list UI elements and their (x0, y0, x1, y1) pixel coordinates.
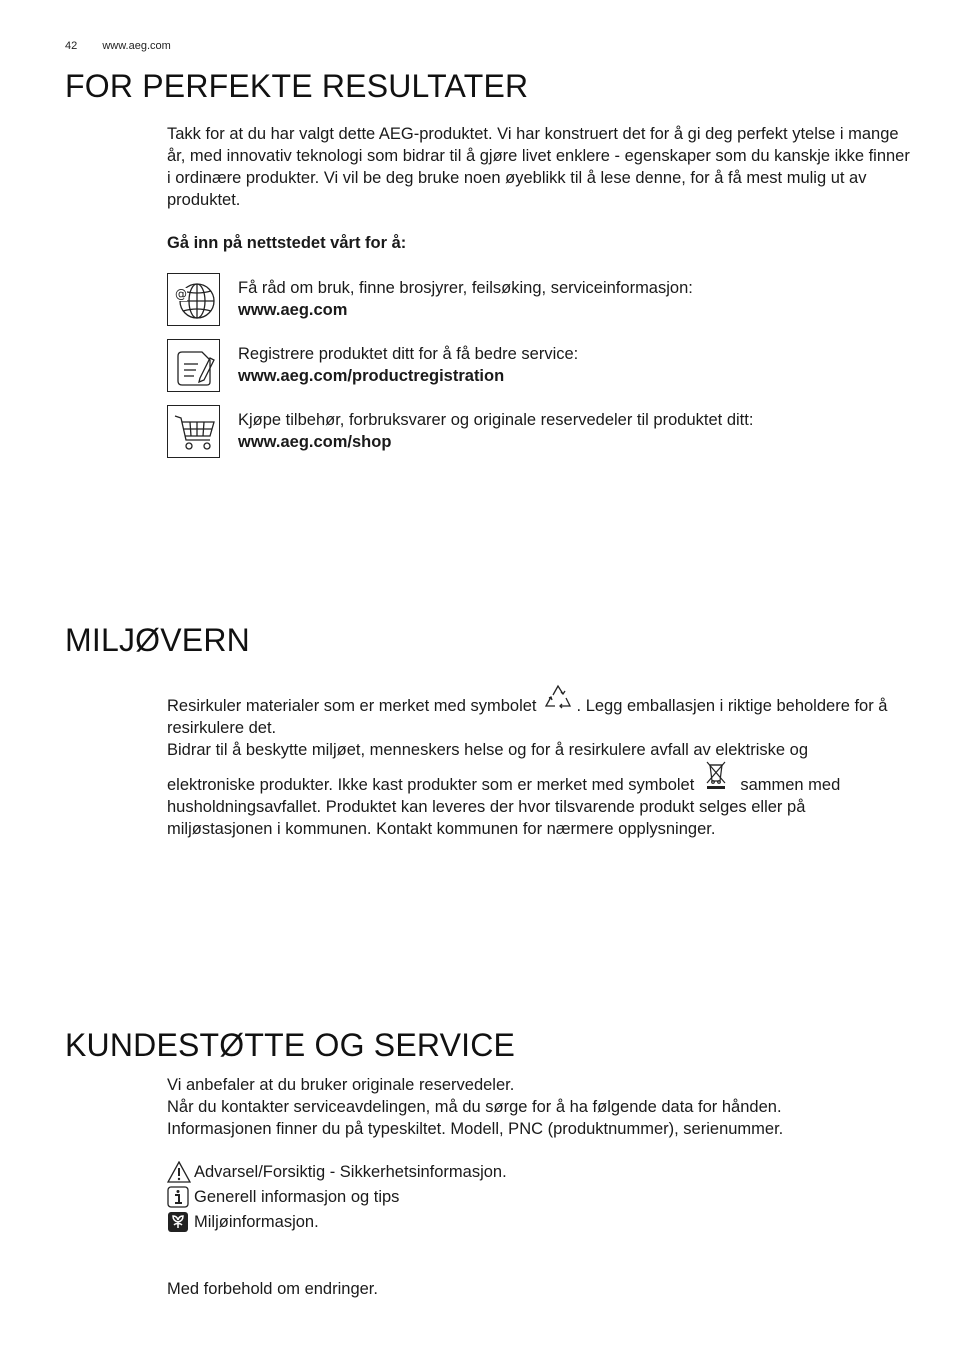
intro-paragraph: Takk for at du har valgt dette AEG-produktet. Vi har konstruert det for å gi deg perfekt ytelse i mange år, med innovativ teknologi som bidrar til å gjøre livet enklere - egenskaper som du kanskje ikke finner i ordinære produkter. Vi vil be deg bruke noen øyeblikk til å lese denne, for å få mest mulig ut av produktet. (167, 125, 910, 209)
support-line: Når du kontakter serviceavdelingen, må du sørge for å ha følgende data for hånden. (167, 1098, 782, 1116)
globe-icon (167, 273, 220, 326)
link-url-shop[interactable]: www.aeg.com/shop (238, 433, 392, 451)
shopping-cart-icon (167, 405, 220, 458)
support-line: Vi anbefaler at du bruker originale reservedeler. (167, 1076, 515, 1094)
weee-text-after: sammen med husholdningsavfallet. Produktet kan leveres der hvor tilsvarende produkt selges eller på miljøstasjonen i kommunen. Kontakt kommunen for nærmere opplysninger. (167, 776, 841, 838)
warning-icon (167, 1161, 191, 1183)
section-title-results: FOR PERFEKTE RESULTATER (65, 68, 529, 104)
page-header (65, 40, 171, 52)
weee-text-before: elektroniske produkter. Ikke kast produkter som er merket med symbolet (167, 776, 695, 794)
registration-icon (167, 339, 220, 392)
link-row-shop (167, 405, 912, 461)
support-paragraph (167, 1074, 912, 1140)
legend-label: Generell informasjon og tips (194, 1188, 400, 1206)
link-description: Kjøpe tilbehør, forbruksvarer og originale reservedeler til produktet ditt: (238, 411, 754, 429)
environment-paragraph (167, 683, 912, 840)
section-title-environment: MILJØVERN (65, 622, 250, 658)
environment-icon (167, 1211, 189, 1233)
link-url-aeg[interactable]: www.aeg.com (238, 301, 348, 319)
link-description: Registrere produktet ditt for å få bedre service: (238, 345, 579, 363)
site-url[interactable]: www.aeg.com (102, 40, 171, 52)
visit-heading: Gå inn på nettstedet vårt for å: (167, 234, 407, 252)
page-number: 42 (65, 40, 78, 52)
link-description: Få råd om bruk, finne brosjyrer, feilsøking, serviceinformasjon: (238, 279, 693, 297)
info-icon (167, 1186, 189, 1208)
legend-label: Miljøinformasjon. (194, 1213, 319, 1231)
crossed-bin-icon (704, 761, 728, 791)
link-row-advice (167, 273, 912, 329)
weee-text-line1: Bidrar til å beskytte miljøet, menneskers helse og for å resirkulere avfall av elektriske og (167, 741, 809, 759)
link-url-registration[interactable]: www.aeg.com/productregistration (238, 367, 505, 385)
recycle-text-before: Resirkuler materialer som er merket med symbolet (167, 697, 537, 715)
footer-note: Med forbehold om endringer. (167, 1280, 378, 1298)
recycle-icon (543, 683, 573, 713)
legend-label: Advarsel/Forsiktig - Sikkerhetsinformasjon. (194, 1163, 507, 1181)
link-row-registration (167, 339, 912, 395)
recycle-text-after: . Legg emballasjen i riktige beholdere for å resirkulere det. (167, 697, 888, 737)
section-title-support: KUNDESTØTTE OG SERVICE (65, 1027, 516, 1063)
svg-text:@: @ (175, 287, 187, 301)
support-line: Informasjonen finner du på typeskiltet. Modell, PNC (produktnummer), serienummer. (167, 1120, 784, 1138)
